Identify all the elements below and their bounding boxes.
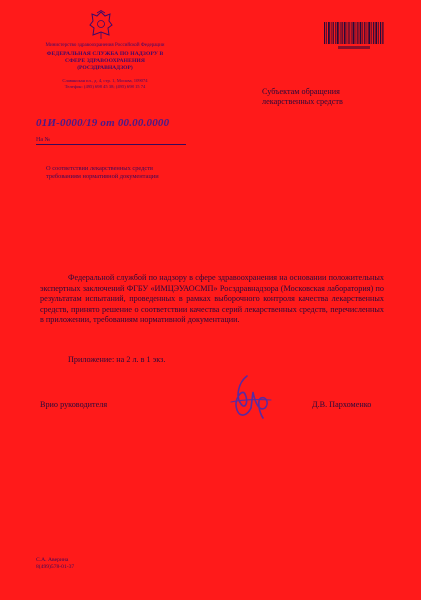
letter-body: Федеральной службой по надзору в сфере здравоохранения на основании положительных экспертных заключений ФГБУ «ИМЦЭУАОСМП» Росздравнадзора (Московская лаборатория) по результатам испытаний, проведенных в рамках выборочного контроля качества лекарственных средств, принято решение о соответствии качества серий лекарственных средств, перечисленных в приложении, требованиям нормативной документации. [40, 273, 384, 325]
reference-number-line: На № [36, 137, 186, 145]
executor-info [36, 557, 74, 571]
registration-number: 01И-0000/19 от 00.00.0000 [36, 117, 170, 129]
signer-title: Врио руководителя [40, 400, 108, 409]
signer-name: Д.В. Пархоменко [312, 400, 372, 409]
organization-name: ФЕДЕРАЛЬНАЯ СЛУЖБА ПО НАДЗОРУ В СФЕРЕ ЗДРАВООХРАНЕНИЯ [46, 51, 164, 64]
attachment-note: Приложение: на 2 л. в 1 экз. [68, 355, 166, 364]
coat-of-arms-icon [88, 10, 114, 40]
recipient: Субъектам обращения лекарственных средств [262, 87, 343, 106]
organization-address [40, 78, 170, 90]
executor-phone: 8(499)578-01-37 [36, 564, 75, 570]
executor-name: С.А. Аверина [36, 557, 69, 563]
signature-image [225, 372, 275, 424]
organization-abbreviation: (РОСЗДРАВНАДЗОР) [77, 65, 133, 71]
address-line: Славянская пл., д. 4, стр. 1, Москва, 109074 [62, 78, 148, 83]
letter-subject: О соответствии лекарственных средств требованиям нормативной документации [46, 165, 159, 180]
phone-line: Телефон: (495) 698 45 38; (495) 698 15 74 [64, 84, 146, 89]
ministry-name: Министерство здравоохранения Российской Федерации [45, 43, 165, 48]
letterhead [40, 43, 170, 90]
barcode-icon [324, 22, 384, 52]
